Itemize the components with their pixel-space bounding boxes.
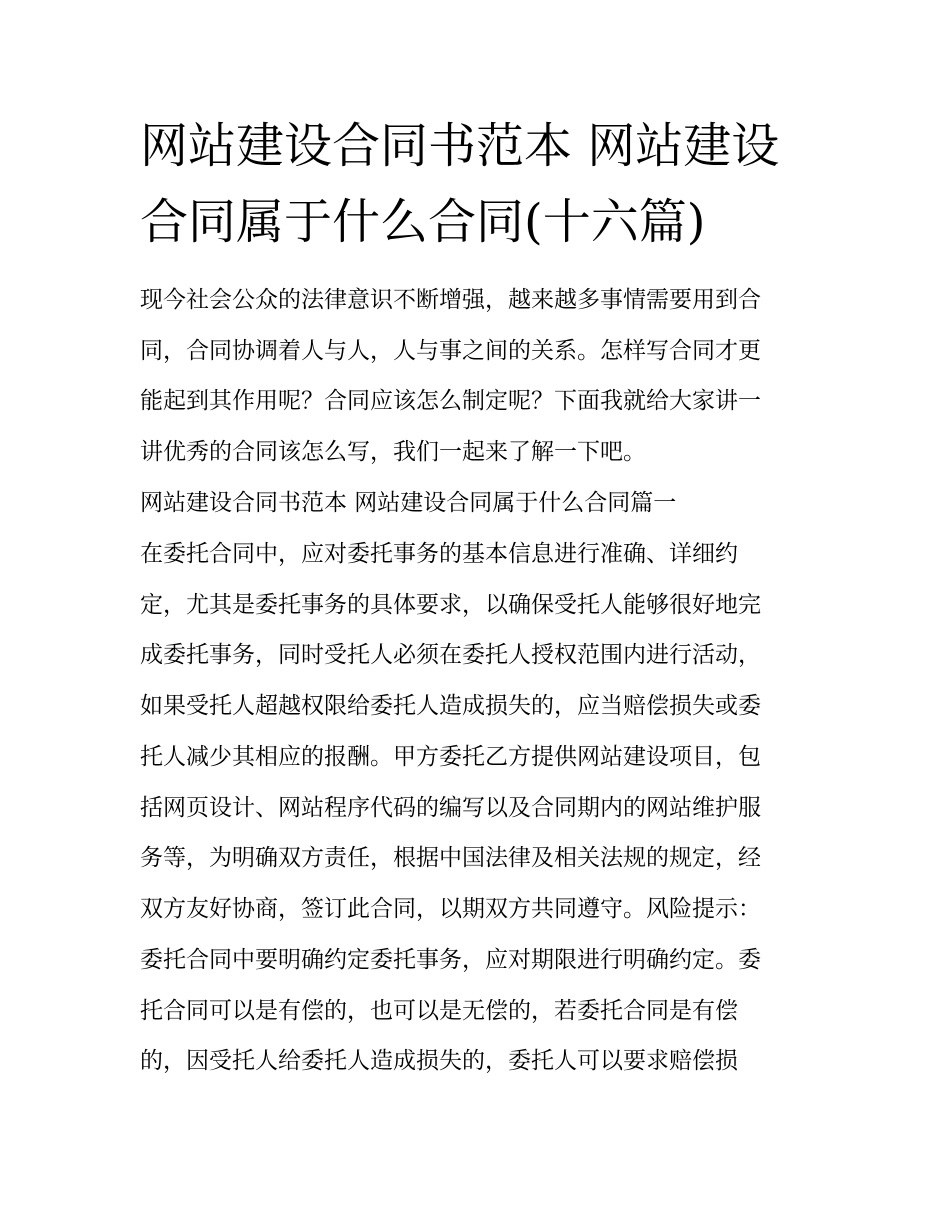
section-line-11: 的，因受托人给委托人造成损失的，委托人可以要求赔偿损 bbox=[140, 1048, 738, 1074]
intro-line-3: 能起到其作用呢？合同应该怎么制定呢？下面我就给大家讲一 bbox=[140, 388, 761, 414]
section-line-1: 在委托合同中，应对委托事务的基本信息进行准确、详细约 bbox=[140, 541, 738, 567]
document-title-line-2: 合同属于什么合同(十六篇) bbox=[140, 194, 706, 250]
section-line-5: 托人减少其相应的报酬。甲方委托乙方提供网站建设项目，包 bbox=[140, 744, 761, 770]
section-line-2: 定，尤其是委托事务的具体要求，以确保受托人能够很好地完 bbox=[140, 592, 761, 618]
section-line-9: 委托合同中要明确约定委托事务，应对期限进行明确约定。委 bbox=[140, 947, 761, 973]
intro-line-1: 现今社会公众的法律意识不断增强，越来越多事情需要用到合 bbox=[140, 287, 761, 313]
section-line-7: 务等，为明确双方责任，根据中国法律及相关法规的规定，经 bbox=[140, 845, 761, 871]
section-line-4: 如果受托人超越权限给委托人造成损失的，应当赔偿损失或委 bbox=[140, 693, 761, 719]
section-line-3: 成委托事务，同时受托人必须在委托人授权范围内进行活动， bbox=[140, 642, 761, 668]
intro-line-4: 讲优秀的合同该怎么写，我们一起来了解一下吧。 bbox=[140, 439, 646, 465]
section-line-10: 托合同可以是有偿的，也可以是无偿的，若委托合同是有偿 bbox=[140, 998, 738, 1024]
section-line-8: 双方友好协商，签订此合同，以期双方共同遵守。风险提示： bbox=[140, 896, 761, 922]
section-heading: 网站建设合同书范本 网站建设合同属于什么合同篇一 bbox=[140, 490, 677, 516]
document-title-line-1: 网站建设合同书范本 网站建设 bbox=[140, 118, 780, 174]
intro-line-2: 同，合同协调着人与人，人与事之间的关系。怎样写合同才更 bbox=[140, 338, 761, 364]
section-line-6: 括网页设计、网站程序代码的编写以及合同期内的网站维护服 bbox=[140, 795, 761, 821]
